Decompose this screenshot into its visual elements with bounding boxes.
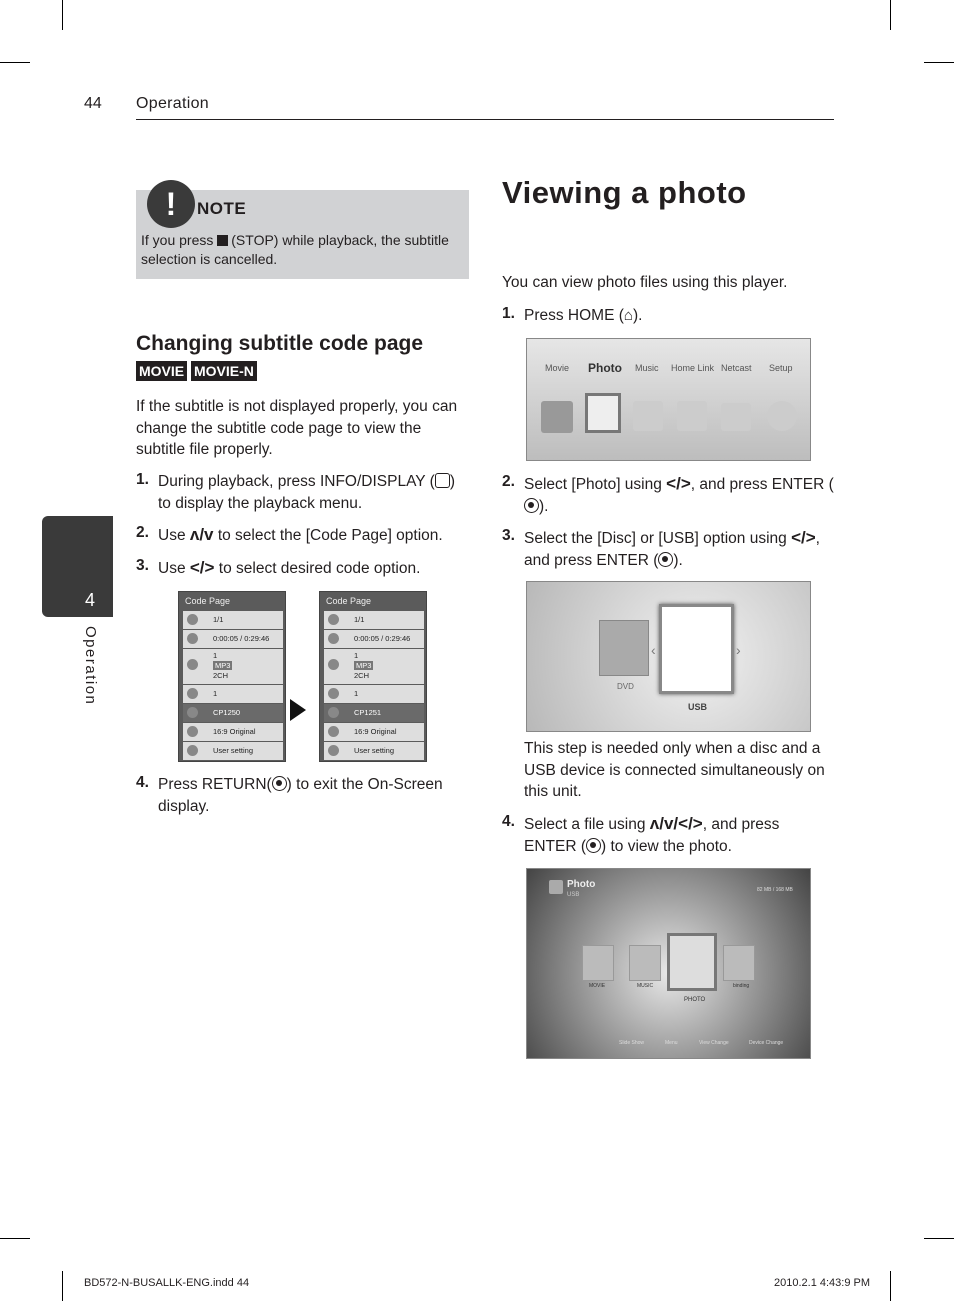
home-menu-item: Movie [545,363,570,373]
step-text-part: ) to display the playback menu. [158,473,455,512]
photo-icon [549,880,563,894]
codepage-panel-before [178,591,286,762]
row-text: 16:9 Original [354,727,397,736]
step-text [524,813,834,857]
home-icon: ⌂ [623,307,633,324]
folder-label: MUSIC [637,983,654,989]
row-text: CP1250 [213,708,241,717]
folder-icon [582,945,614,981]
codepage-row [324,611,424,629]
step-text-part: ) to exit the On-Screen display. [158,776,443,815]
chapter-tab [42,516,113,617]
step-text [158,557,472,580]
hint-label: Slide Show [619,1040,645,1046]
subtitle-icon [328,688,339,699]
folder-icon [723,945,755,981]
home-menu-screenshot [526,338,811,461]
home-menu-item: Setup [769,363,793,373]
folder-icon-selected [667,933,717,991]
crop-mark [890,1271,891,1301]
chevron-right-icon: › [736,642,741,658]
screen-title: Photo [567,879,596,890]
usb-icon [659,604,734,694]
step-text-part: Press RETURN( [158,776,272,793]
photo-browser-screenshot [526,868,811,1059]
clock-icon [328,633,339,644]
codepage-row [183,649,283,684]
step-text-part: Select the [Disc] or [USB] option using [524,530,792,547]
up-down-arrows-icon: ʌ/v [189,525,214,544]
stop-icon [217,235,228,246]
codepage-row [324,685,424,703]
storage-indicator: 82 MB / 168 MB [757,887,793,893]
footer-filename: BD572-N-BUSALLK-ENG.indd 44 [84,1277,250,1289]
footer-timestamp: 2010.2.1 4:43:9 PM [774,1277,871,1289]
step-text [524,527,834,571]
disc-icon [187,614,198,625]
step-text-part: Use [158,527,190,544]
folder-label: MOVIE [589,983,606,989]
netcast-icon [721,403,751,431]
folder-label-selected: PHOTO [684,997,706,1003]
intro-paragraph: You can view photo files using this player. [502,274,788,291]
row-text: 1 [213,651,218,660]
page-heading: Viewing a photo [502,175,747,210]
photo-icon [585,393,621,433]
codepage-row [324,649,424,684]
crop-mark [924,1238,954,1239]
screen-subtitle: USB [567,892,580,898]
row-text: 0:00:05 / 0:29:46 [213,634,270,643]
note-text-after: (STOP) while playback, the subtitle selection is cancelled. [141,232,449,267]
audio-icon [328,659,339,670]
step-text-part: to select desired code option. [214,560,421,577]
row-text: 1 [213,689,218,698]
row-text: MP3 [215,661,231,670]
codepage-row [183,611,283,629]
enter-icon [586,838,601,853]
row-text: 16:9 Original [213,727,256,736]
step-number: 4. [136,774,149,791]
row-text: 2CH [354,671,370,680]
setup-icon [767,401,797,431]
codepage-row [324,723,424,741]
row-text: 1/1 [213,615,224,624]
codepage-row [183,723,283,741]
step-text-part: Select a file using [524,816,650,833]
step-text [158,774,472,817]
crop-mark [924,62,954,63]
direction-arrows-icon: ʌ/v/</> [649,814,703,833]
section-heading: Changing subtitle code page [136,332,424,355]
codepage-row [183,742,283,760]
aspect-icon [328,726,339,737]
folder-label: binding [733,983,750,989]
crop-mark [0,62,30,63]
row-text: 2CH [213,671,229,680]
info-display-icon [435,473,450,488]
hint-label: Menu [665,1040,678,1046]
row-text: User setting [354,746,395,755]
step-text-part: During playback, press INFO/DISPLAY ( [158,473,435,490]
intro-paragraph: If the subtitle is not displayed properly, you can change the subtitle code page to view the subtitle file properly. [136,398,458,458]
crop-mark [0,1238,30,1239]
row-text: User setting [213,746,254,755]
badge-movie-n: MOVIE-N [191,361,257,381]
row-text: 1 [354,651,359,660]
codepage-row-selected [183,704,283,722]
step-number: 3. [502,527,515,544]
step-number: 1. [136,471,149,488]
section-title: Operation [136,95,209,112]
step-text-part: to select the [Code Page] option. [213,527,443,544]
home-menu-item: Music [635,363,659,373]
step-text [158,524,472,547]
enter-icon [658,552,673,567]
chapter-number: 4 [85,590,96,610]
step-text [158,471,472,514]
exclamation-icon: ! [147,180,195,228]
step-text-part: , and press ENTER ( [524,816,780,855]
crop-mark [62,0,63,30]
left-right-arrows-icon: </> [666,474,691,493]
disc-icon [328,614,339,625]
left-right-arrows-icon: </> [189,558,215,577]
home-menu-item-selected: Photo [588,361,622,375]
chevron-left-icon: ‹ [651,642,656,658]
music-icon [633,401,663,431]
codepage-title: Code Page [326,596,372,606]
movie-icon [541,401,573,433]
codepage-row [183,685,283,703]
note-title: NOTE [197,199,247,218]
step-text-part: Select [Photo] using [524,476,667,493]
folder-icon [629,945,661,981]
crop-mark [890,0,891,30]
step-text-part: Press HOME ( [524,307,624,324]
codepage-icon [187,707,198,718]
codepage-icon [328,707,339,718]
left-right-arrows-icon: </> [791,528,816,547]
codepage-row [183,630,283,648]
home-menu-item: Home Link [671,363,715,373]
row-text: 1 [354,689,359,698]
step-note: This step is needed only when a disc and a USB device is connected simultaneously on this unit. [524,740,825,800]
aspect-icon [187,726,198,737]
chapter-label: Operation [82,626,99,706]
home-link-icon [677,401,707,431]
step-text-part: , and press ENTER ( [524,530,820,569]
step-text-part: ). [673,551,683,569]
row-text: CP1251 [354,708,382,717]
home-menu-item: Netcast [721,363,752,373]
audio-icon [187,659,198,670]
step-text-part: ). [632,307,643,324]
clock-icon [187,633,198,644]
codepage-row [324,630,424,648]
step-number: 2. [502,473,515,490]
row-text: MP3 [356,661,372,670]
row-text: 1/1 [354,615,365,624]
settings-icon [328,745,339,756]
step-text [524,305,834,327]
step-number: 1. [502,305,515,322]
settings-icon [187,745,198,756]
device-label: DVD [617,682,634,691]
step-text-part: ). [539,497,549,515]
codepage-row-selected [324,704,424,722]
arrow-right-icon [290,699,306,721]
dvd-icon [599,620,649,676]
device-label-selected: USB [688,702,708,712]
crop-mark [62,1271,63,1301]
codepage-title: Code Page [185,596,231,606]
codepage-row [324,742,424,760]
step-text-part: Use [158,560,190,577]
codepage-panel-after [319,591,427,762]
header-rule [136,119,834,120]
page-number: 44 [84,95,102,112]
enter-icon [524,498,539,513]
step-number: 4. [502,813,515,830]
subtitle-icon [187,688,198,699]
row-text: 0:00:05 / 0:29:46 [354,634,411,643]
note-text-before: If you press [141,232,214,248]
step-text [524,473,834,517]
return-icon [272,776,287,791]
device-select-screenshot [526,581,811,732]
badge-movie: MOVIE [136,361,187,381]
step-text-part: , and press ENTER ( [690,476,834,493]
note-text [141,231,463,269]
step-number: 3. [136,557,149,574]
step-number: 2. [136,524,149,541]
hint-label: View Change [699,1040,729,1046]
step-text-part: ) to view the photo. [601,837,732,855]
hint-label: Device Change [749,1040,784,1046]
